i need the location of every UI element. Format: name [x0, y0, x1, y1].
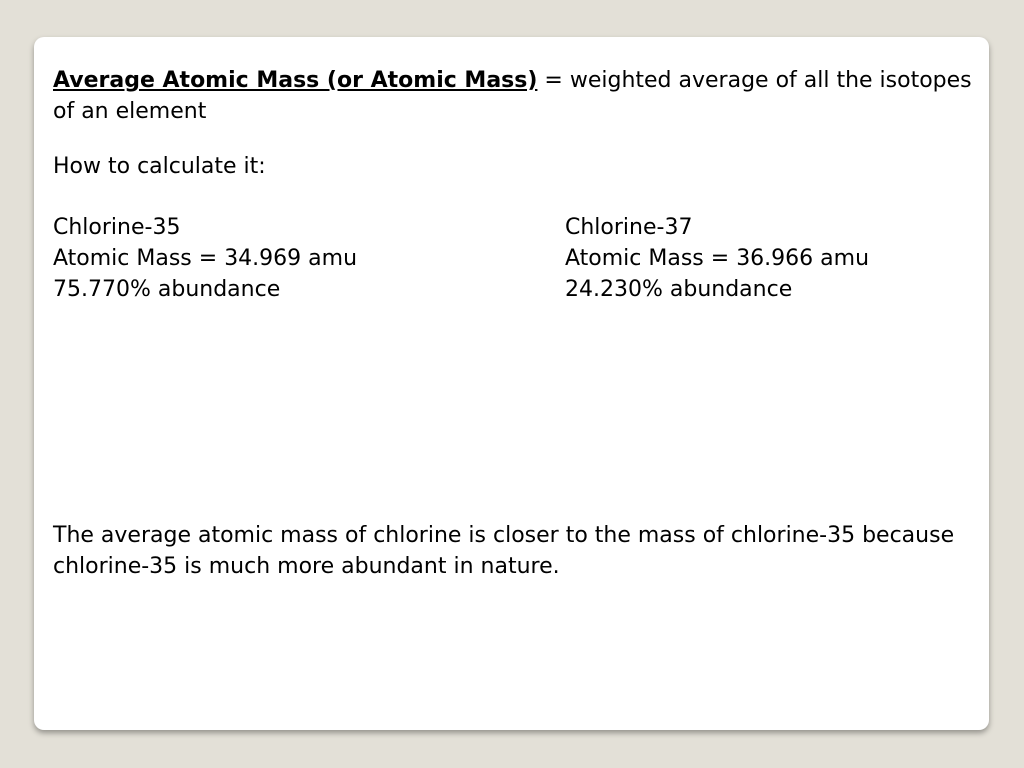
isotope-abundance: 75.770% abundance: [53, 277, 281, 302]
definition-text: = weighted average of all the isotopes of an element: [53, 68, 972, 124]
isotope-name: Chlorine-37: [565, 215, 693, 240]
slide: [34, 37, 989, 730]
isotope-mass: Atomic Mass = 36.966 amu: [565, 246, 870, 271]
isotope-abundance: 24.230% abundance: [565, 277, 793, 302]
isotope-name: Chlorine-35: [53, 215, 181, 240]
isotope-chlorine-35: [53, 212, 357, 305]
conclusion-paragraph: The average atomic mass of chlorine is closer to the mass of chlorine-35 because chlorine-35 is much more abundant in nature.: [53, 523, 955, 579]
definition-paragraph: [53, 65, 973, 127]
isotope-chlorine-37: [565, 212, 869, 305]
isotope-mass: Atomic Mass = 34.969 amu: [53, 246, 358, 271]
definition-term: Average Atomic Mass (or Atomic Mass): [53, 68, 538, 93]
how-to-heading: How to calculate it:: [53, 154, 266, 179]
